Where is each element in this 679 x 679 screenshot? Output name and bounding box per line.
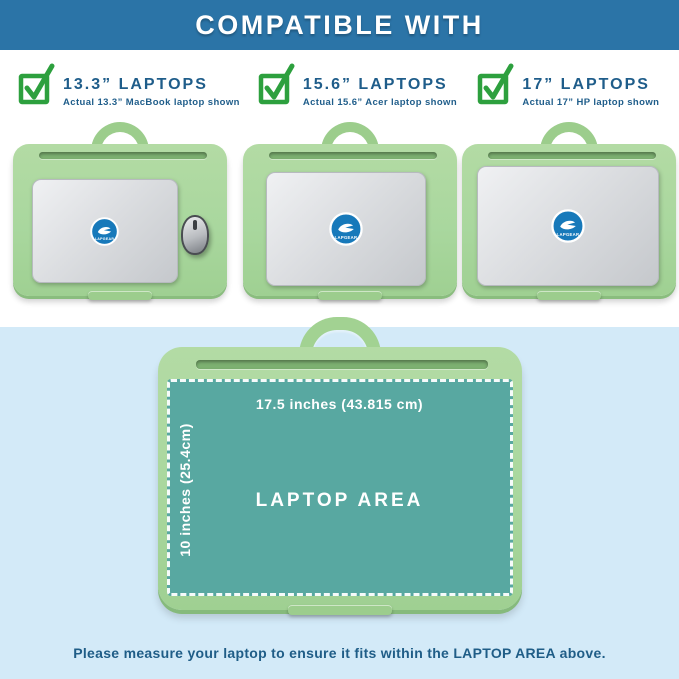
column-header — [459, 62, 679, 110]
column-subtitle: Actual 17” HP laptop shown — [522, 97, 660, 108]
phone-slot-groove — [488, 152, 656, 159]
checkbox-check-icon — [18, 62, 55, 106]
acer-15-laptop — [266, 172, 426, 286]
laptop-area-overlay — [167, 379, 513, 596]
lapgear-logo — [90, 217, 119, 246]
checkbox-check-icon — [258, 62, 295, 106]
column-13-inch — [0, 62, 240, 327]
lapdesk — [13, 144, 227, 296]
svg-text:LAPGEAR: LAPGEAR — [95, 236, 115, 241]
column-text — [303, 62, 457, 108]
checkbox-check-icon — [477, 62, 514, 106]
lapdesk — [243, 144, 457, 296]
measurement-section — [0, 327, 679, 679]
width-dimension-label: 17.5 inches (43.815 cm) — [255, 396, 424, 412]
lapdesk-graphic-15 — [243, 122, 457, 300]
banner-title: COMPATIBLE WITH — [195, 9, 484, 40]
svg-text:LAPGEAR: LAPGEAR — [334, 234, 358, 240]
kickstand-tab — [288, 605, 392, 615]
column-title: 13.3” LAPTOPS — [63, 76, 208, 93]
laptop-area-label: LAPTOP AREA — [255, 490, 424, 511]
svg-text:LAPGEAR: LAPGEAR — [556, 231, 580, 237]
phone-slot-groove — [196, 360, 488, 369]
phone-slot-groove — [269, 152, 437, 159]
lapdesk-graphic-13 — [13, 122, 227, 300]
lapgear-logo — [551, 209, 585, 243]
kickstand-tab — [88, 291, 152, 300]
macbook-13-laptop — [32, 179, 178, 283]
column-title: 15.6” LAPTOPS — [302, 76, 448, 93]
column-17-inch — [459, 62, 679, 327]
column-text — [522, 62, 659, 108]
column-subtitle: Actual 13.3” MacBook laptop shown — [63, 97, 240, 108]
header-banner — [0, 0, 679, 50]
column-header — [240, 62, 460, 110]
column-title: 17” LAPTOPS — [522, 76, 650, 93]
lapdesk — [158, 347, 522, 610]
column-subtitle: Actual 15.6” Acer laptop shown — [302, 97, 458, 108]
column-text — [63, 62, 240, 108]
wireless-mouse — [181, 215, 209, 255]
lapdesk — [462, 144, 676, 296]
hp-17-laptop — [477, 166, 659, 286]
lapdesk-graphic-17 — [462, 122, 676, 300]
compatibility-section — [0, 50, 679, 327]
phone-slot-groove — [39, 152, 207, 159]
column-header — [0, 62, 240, 110]
kickstand-tab — [318, 291, 382, 300]
lapgear-logo — [329, 212, 363, 246]
kickstand-tab — [537, 291, 601, 300]
footer-note: Please measure your laptop to ensure it fits within the LAPTOP AREA above. — [73, 645, 606, 661]
column-15-inch — [240, 62, 460, 327]
height-dimension-label: 10 inches (25.4cm) — [176, 423, 193, 557]
